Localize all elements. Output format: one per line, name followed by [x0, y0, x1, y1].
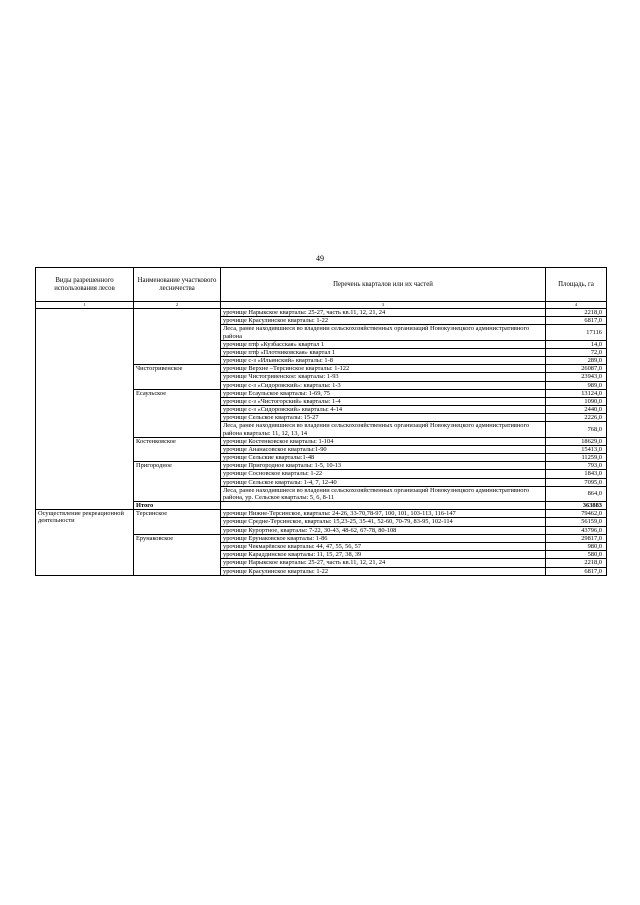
area-cell: 11259,0: [546, 454, 607, 462]
area-cell: 43796,0: [546, 526, 607, 534]
area-cell: 1843,0: [546, 470, 607, 478]
area-cell: 6817,0: [546, 317, 607, 325]
quarters-cell: Леса, ранее находившиеся во владении сельскохозяйственных организаций Новокузнецкого административного района, ур. Сельское кварталы: 5, 6, 8-11: [221, 486, 546, 501]
area-cell: 864,0: [546, 486, 607, 501]
quarters-cell: урочище Нарыкское кварталы: 25-27, часть кв.11, 12, 21, 24: [221, 309, 546, 317]
forestry-cell: Есаульское: [134, 389, 221, 437]
area-cell: 2218,0: [546, 559, 607, 567]
header-use-type: Виды разрешенного использования лесов: [36, 268, 134, 302]
quarters-cell: Леса, ранее находившиеся во владении сельскохозяйственных организаций Новокузнецкого административного района кварталы: 11, 12, 13, 14: [221, 422, 546, 437]
use-type-cell-empty: [36, 309, 134, 510]
quarters-cell: урочище Есаульское кварталы: 1-69, 75: [221, 389, 546, 397]
area-cell: 2218,0: [546, 309, 607, 317]
area-cell: 72,0: [546, 348, 607, 356]
header-quarters: Перечень кварталов или их частей: [221, 268, 546, 302]
quarters-cell: урочище птф «Кузбасская» квартал 1: [221, 340, 546, 348]
column-numbers-row: [36, 302, 607, 309]
quarters-cell: урочище Сосновское кварталы: 1-22: [221, 470, 546, 478]
quarters-cell: урочище с-з «Сидоровский» кварталы: 4-14: [221, 406, 546, 414]
quarters-cell: урочище Чистогривенское: кварталы: 1-93: [221, 373, 546, 381]
quarters-cell: урочище Курортное, кварталы: 7-22, 30-43, 48-62, 67-78, 80-108: [221, 526, 546, 534]
page-number: 49: [316, 254, 324, 263]
area-cell: 289,0: [546, 357, 607, 365]
quarters-cell: урочище Сельское кварталы: 15-27: [221, 414, 546, 422]
quarters-cell: урочище птф «Плотниковская» квартал 1: [221, 348, 546, 356]
table-header-row: [36, 268, 607, 302]
total-label: Итого: [134, 502, 221, 510]
quarters-cell: урочище Нарыкское кварталы: 25-27, часть кв.11, 12, 21, 24: [221, 559, 546, 567]
quarters-cell: урочище Пригородное кварталы: 1-5, 10-13: [221, 462, 546, 470]
total-empty-cell: [221, 502, 546, 510]
forestry-cell-empty: [134, 309, 221, 365]
table-row: [36, 309, 607, 317]
quarters-cell: урочище Красулинское кварталы: 1-22: [221, 317, 546, 325]
quarters-cell: урочище с-з «Ильинский» кварталы: 1-8: [221, 357, 546, 365]
column-number: 4: [546, 302, 607, 309]
quarters-cell: урочище Сельские кварталы:1-48: [221, 454, 546, 462]
quarters-cell: урочище Верхне –Терсинское кварталы: 1-122: [221, 365, 546, 373]
column-number: 1: [36, 302, 134, 309]
forest-quarters-table: [35, 267, 607, 576]
forestry-cell: Чистогривенское: [134, 365, 221, 390]
header-area: Площадь, га: [546, 268, 607, 302]
quarters-cell: урочище Костенковское кварталы: 1-104: [221, 437, 546, 445]
quarters-cell: урочище Средне-Терсинское, кварталы: 15,23-25, 35-41, 52-60, 70-79, 83-95, 102-114: [221, 518, 546, 526]
quarters-cell: урочище Чекмарёвское кварталы: 44, 47, 55, 56, 57: [221, 542, 546, 550]
quarters-cell: Леса, ранее находившиеся во владении сельскохозяйственных организаций Новокузнецкого административного района: [221, 325, 546, 340]
quarters-cell: урочище Сельское кварталы: 1-4, 7, 12-40: [221, 478, 546, 486]
area-cell: 29817,0: [546, 534, 607, 542]
forestry-cell: Терсинское: [134, 510, 221, 535]
column-number: 2: [134, 302, 221, 309]
area-cell: 15413,0: [546, 445, 607, 453]
area-cell: 989,0: [546, 381, 607, 389]
quarters-cell: урочище Ерунаковское кварталы: 1-86: [221, 534, 546, 542]
column-number: 3: [221, 302, 546, 309]
area-cell: 56159,0: [546, 518, 607, 526]
use-type-cell: Осуществление рекреационной деятельности: [36, 510, 134, 575]
area-cell: 2440,0: [546, 406, 607, 414]
area-cell: 14,0: [546, 340, 607, 348]
area-cell: 2226,0: [546, 414, 607, 422]
quarters-cell: урочище Нижне-Терсинское, кварталы: 24-26, 33-70,78-97, 100, 101, 103-113, 116-147: [221, 510, 546, 518]
area-cell: 79462,0: [546, 510, 607, 518]
area-cell: 6817,0: [546, 567, 607, 575]
area-cell: 26087,0: [546, 365, 607, 373]
area-cell: 580,0: [546, 551, 607, 559]
forestry-cell: Ерунаковское: [134, 534, 221, 575]
area-cell: 13124,0: [546, 389, 607, 397]
forestry-cell: Пригородное: [134, 462, 221, 502]
quarters-cell: урочище Ананасовское кварталы:1-90: [221, 445, 546, 453]
header-forestry: Наименование участкового лесничества: [134, 268, 221, 302]
area-cell: 768,0: [546, 422, 607, 437]
area-cell: 1090,0: [546, 397, 607, 405]
quarters-cell: урочище Красулинское кварталы: 1-22: [221, 567, 546, 575]
total-area: 363883: [546, 502, 607, 510]
table-row: [36, 510, 607, 518]
area-cell: 980,0: [546, 542, 607, 550]
quarters-cell: урочище Караддинское кварталы: 11, 15, 27, 38, 39: [221, 551, 546, 559]
area-cell: 7095,0: [546, 478, 607, 486]
area-cell: 17116: [546, 325, 607, 340]
quarters-cell: урочище с-з «Чистогорский» кварталы: 1-4: [221, 397, 546, 405]
area-cell: 23943,0: [546, 373, 607, 381]
area-cell: 793,0: [546, 462, 607, 470]
forestry-cell: Костенковское: [134, 437, 221, 462]
quarters-cell: урочище с-з «Сидоровский»: кварталы: 1-3: [221, 381, 546, 389]
area-cell: 18629,0: [546, 437, 607, 445]
